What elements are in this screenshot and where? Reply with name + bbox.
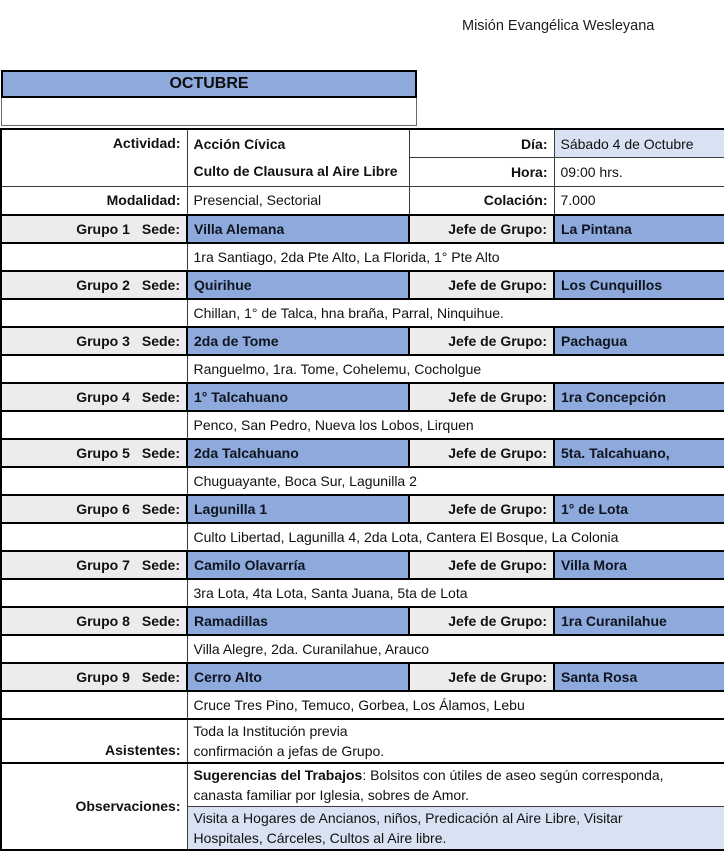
sugerencias-line2: canasta familiar por Iglesia, sobres de Amor. bbox=[193, 786, 469, 803]
schedule-table bbox=[0, 128, 724, 851]
group-7-jefe-label: Jefe de Grupo: bbox=[409, 551, 554, 579]
group-7-sede: Camilo Olavarría bbox=[187, 551, 409, 579]
branches-row-2 bbox=[1, 299, 724, 327]
group-8-sede: Ramadillas bbox=[187, 607, 409, 635]
month-header: OCTUBRE bbox=[1, 70, 417, 98]
group-7-label: Grupo 7 Sede: bbox=[1, 551, 187, 579]
group-8-branches: Villa Alegre, 2da. Curanilahue, Arauco bbox=[187, 635, 724, 663]
modality-value: Presencial, Sectorial bbox=[187, 187, 409, 215]
group-1-branches: 1ra Santiago, 2da Pte Alto, La Florida, 1° Pte Alto bbox=[187, 243, 724, 271]
group-3-branches: Ranguelmo, 1ra. Tome, Cohelemu, Cocholgue bbox=[187, 355, 724, 383]
empty-cell bbox=[1, 579, 187, 607]
group-5-jefe-label: Jefe de Grupo: bbox=[409, 439, 554, 467]
group-row-6 bbox=[1, 495, 724, 523]
day-label: Día: bbox=[409, 129, 554, 158]
asistentes-value bbox=[187, 719, 724, 763]
group-8-label: Grupo 8 Sede: bbox=[1, 607, 187, 635]
group-9-jefe-label: Jefe de Grupo: bbox=[409, 663, 554, 691]
modality-row bbox=[1, 187, 724, 215]
group-row-7 bbox=[1, 551, 724, 579]
group-6-label: Grupo 6 Sede: bbox=[1, 495, 187, 523]
group-row-4 bbox=[1, 383, 724, 411]
sugerencias-cell bbox=[187, 763, 724, 807]
group-1-jefe: La Pintana bbox=[554, 215, 724, 243]
group-3-jefe-label: Jefe de Grupo: bbox=[409, 327, 554, 355]
branches-row-5 bbox=[1, 467, 724, 495]
group-1-label: Grupo 1 Sede: bbox=[1, 215, 187, 243]
group-9-sede: Cerro Alto bbox=[187, 663, 409, 691]
hour-label: Hora: bbox=[409, 158, 554, 187]
colacion-value: 7.000 bbox=[554, 187, 724, 215]
group-4-branches: Penco, San Pedro, Nueva los Lobos, Lirquen bbox=[187, 411, 724, 439]
visita-line1: Visita a Hogares de Ancianos, niños, Predicación al Aire Libre, Visitar bbox=[193, 809, 623, 826]
visita-cell bbox=[187, 806, 724, 850]
group-5-label: Grupo 5 Sede: bbox=[1, 439, 187, 467]
colacion-label: Colación: bbox=[409, 187, 554, 215]
empty-cell bbox=[1, 635, 187, 663]
branches-row-6 bbox=[1, 523, 724, 551]
group-5-jefe: 5ta. Talcahuano, bbox=[554, 439, 724, 467]
activity-day-row bbox=[1, 129, 724, 158]
group-2-jefe: Los Cunquillos bbox=[554, 271, 724, 299]
empty-cell bbox=[1, 243, 187, 271]
group-9-branches: Cruce Tres Pino, Temuco, Gorbea, Los Álamos, Lebu bbox=[187, 691, 724, 719]
group-2-jefe-label: Jefe de Grupo: bbox=[409, 271, 554, 299]
empty-cell bbox=[1, 411, 187, 439]
asistentes-label: Asistentes: bbox=[1, 719, 187, 763]
sugerencias-rest: : Bolsitos con útiles de aseo según corresponda, bbox=[362, 766, 664, 783]
group-row-1 bbox=[1, 215, 724, 243]
activity-label: Actividad: bbox=[1, 129, 187, 187]
group-row-5 bbox=[1, 439, 724, 467]
group-row-8 bbox=[1, 607, 724, 635]
empty-cell bbox=[1, 467, 187, 495]
observaciones-row bbox=[1, 763, 724, 807]
group-2-branches: Chillan, 1° de Talca, hna braña, Parral, Ninquihue. bbox=[187, 299, 724, 327]
group-6-jefe-label: Jefe de Grupo: bbox=[409, 495, 554, 523]
modality-label: Modalidad: bbox=[1, 187, 187, 215]
group-row-3 bbox=[1, 327, 724, 355]
asistentes-row bbox=[1, 719, 724, 763]
group-5-sede: 2da Talcahuano bbox=[187, 439, 409, 467]
sugerencias-bold: Sugerencias del Trabajos bbox=[193, 766, 363, 783]
group-7-branches: 3ra Lota, 4ta Lota, Santa Juana, 5ta de Lota bbox=[187, 579, 724, 607]
group-4-label: Grupo 4 Sede: bbox=[1, 383, 187, 411]
group-4-sede: 1° Talcahuano bbox=[187, 383, 409, 411]
asistentes-line2: confirmación a jefas de Grupo. bbox=[193, 742, 385, 759]
group-3-jefe: Pachagua bbox=[554, 327, 724, 355]
group-row-9 bbox=[1, 663, 724, 691]
group-8-jefe-label: Jefe de Grupo: bbox=[409, 607, 554, 635]
empty-cell bbox=[1, 523, 187, 551]
month-spacer-box bbox=[1, 98, 417, 126]
visita-line2: Hospitales, Cárceles, Cultos al Aire libre. bbox=[193, 829, 447, 846]
group-9-label: Grupo 9 Sede: bbox=[1, 663, 187, 691]
activity-line2: Culto de Clausura al Aire Libre bbox=[193, 163, 398, 179]
group-1-sede: Villa Alemana bbox=[187, 215, 409, 243]
empty-cell bbox=[1, 691, 187, 719]
group-6-sede: Lagunilla 1 bbox=[187, 495, 409, 523]
group-5-branches: Chuguayante, Boca Sur, Lagunilla 2 bbox=[187, 467, 724, 495]
group-1-jefe-label: Jefe de Grupo: bbox=[409, 215, 554, 243]
branches-row-4 bbox=[1, 411, 724, 439]
branches-row-1 bbox=[1, 243, 724, 271]
branches-row-3 bbox=[1, 355, 724, 383]
group-2-label: Grupo 2 Sede: bbox=[1, 271, 187, 299]
activity-value bbox=[187, 129, 409, 187]
asistentes-line1: Toda la Institución previa bbox=[193, 722, 348, 739]
group-3-label: Grupo 3 Sede: bbox=[1, 327, 187, 355]
org-title: Misión Evangélica Wesleyana bbox=[462, 18, 655, 34]
group-3-sede: 2da de Tome bbox=[187, 327, 409, 355]
branches-row-9 bbox=[1, 691, 724, 719]
group-6-jefe: 1° de Lota bbox=[554, 495, 724, 523]
group-8-jefe: 1ra Curanilahue bbox=[554, 607, 724, 635]
group-row-2 bbox=[1, 271, 724, 299]
empty-cell bbox=[1, 299, 187, 327]
group-4-jefe: 1ra Concepción bbox=[554, 383, 724, 411]
hour-value: 09:00 hrs. bbox=[554, 158, 724, 187]
day-value: Sábado 4 de Octubre bbox=[554, 129, 724, 158]
group-2-sede: Quirihue bbox=[187, 271, 409, 299]
activity-line1: Acción Cívica bbox=[193, 136, 286, 152]
group-4-jefe-label: Jefe de Grupo: bbox=[409, 383, 554, 411]
observaciones-label: Observaciones: bbox=[1, 763, 187, 851]
group-9-jefe: Santa Rosa bbox=[554, 663, 724, 691]
group-6-branches: Culto Libertad, Lagunilla 4, 2da Lota, Cantera El Bosque, La Colonia bbox=[187, 523, 724, 551]
branches-row-7 bbox=[1, 579, 724, 607]
empty-cell bbox=[1, 355, 187, 383]
branches-row-8 bbox=[1, 635, 724, 663]
group-7-jefe: Villa Mora bbox=[554, 551, 724, 579]
